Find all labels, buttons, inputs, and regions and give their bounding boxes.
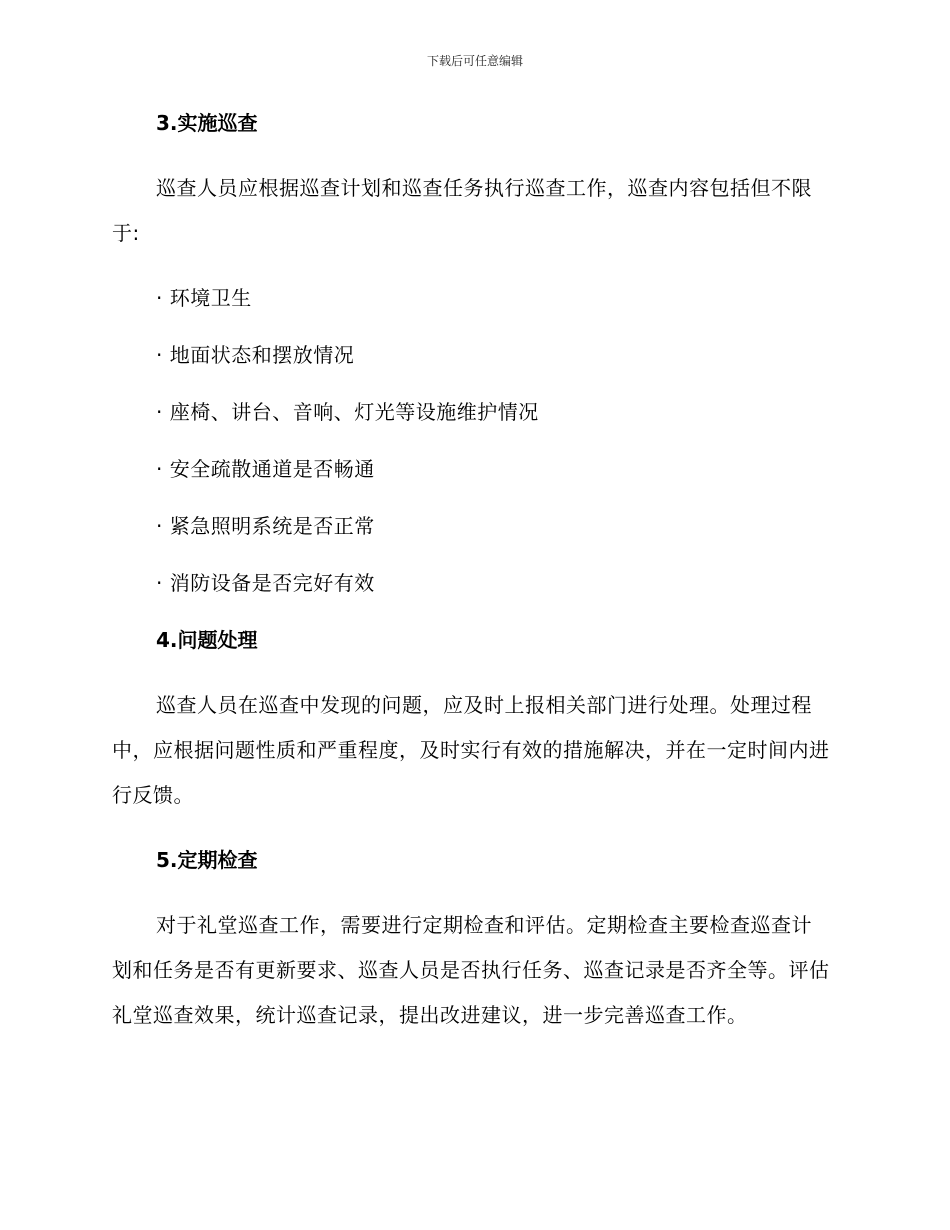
section-3-title: 3.实施巡查: [156, 111, 258, 135]
bullet-item: · 地面状态和摆放情况: [156, 343, 355, 367]
bullet-item: · 消防设备是否完好有效: [156, 571, 375, 595]
section-4-title: 4.问题处理: [156, 628, 258, 652]
section-5-body: 对于礼堂巡查工作，需要进行定期检查和评估。定期检查主要检查巡查计划和任务是否有更新要求、巡查人员是否执行任务、巡查记录是否齐全等。评估礼堂巡查效果，统计巡查记录，提出改进建议，进一步完善巡查工作。: [112, 913, 830, 1027]
page-header: 下载后可任意编辑: [426, 54, 523, 68]
section-3-intro: 巡查人员应根据巡查计划和巡查任务执行巡查工作，巡查内容包括但不限于:: [112, 176, 812, 245]
section-4-body: 巡查人员在巡查中发现的问题，应及时上报相关部门进行处理。处理过程中，应根据问题性质和严重程度，及时实行有效的措施解决，并在一定时间内进行反馈。: [112, 693, 830, 807]
bullet-item: · 紧急照明系统是否正常: [156, 514, 375, 538]
bullet-item: · 环境卫生: [156, 286, 252, 310]
bullet-item: · 安全疏散通道是否畅通: [156, 457, 375, 481]
document-body: [112, 108, 832, 1038]
section-5-title: 5.定期检查: [156, 848, 258, 872]
bullet-item: · 座椅、讲台、音响、灯光等设施维护情况: [156, 400, 539, 424]
section-3-bullet-list: [112, 283, 832, 598]
